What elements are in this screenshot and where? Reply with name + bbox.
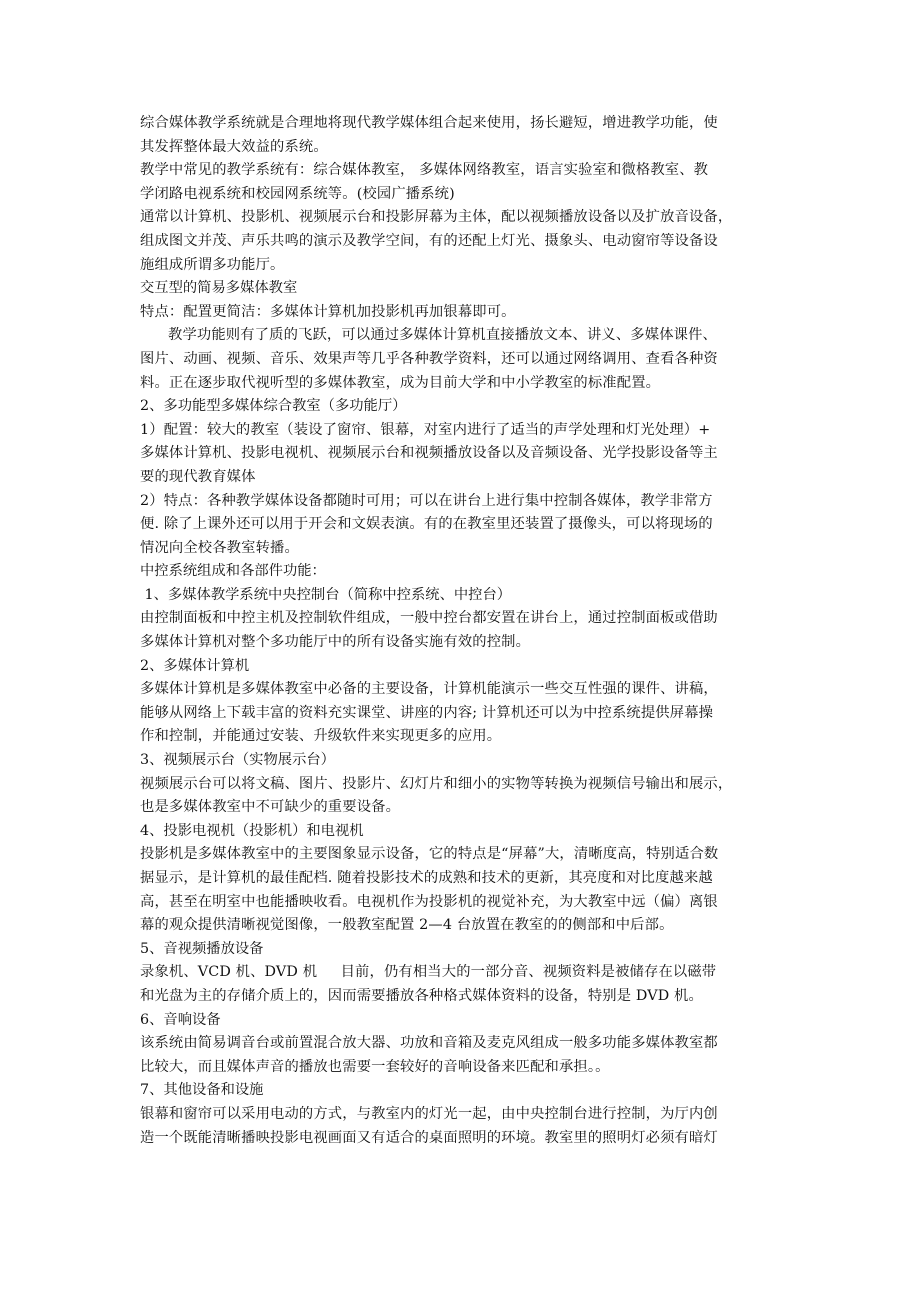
heading-av-playback <box>140 938 800 962</box>
paragraph-other-equipment <box>140 1103 800 1150</box>
section-heading: 交互型的简易多媒体教室 <box>140 280 298 297</box>
heading-control-system <box>140 560 800 584</box>
heading-other-equipment <box>140 1079 800 1103</box>
heading-multifunction-classroom <box>140 395 800 419</box>
text-line: 综合媒体教学系统就是合理地将现代教学媒体组合起来使用，扬长避短，增进教学功能，使 <box>140 115 718 131</box>
text-line: 造一个既能清晰播映投影电视画面又有适合的桌面照明的环境。教室里的照明灯必须有暗灯 <box>140 1129 718 1146</box>
section-heading: 6、音响设备 <box>140 1011 221 1028</box>
text-line: 视频展示台可以将文稿、图片、投影片、幻灯片和细小的实物等转换为视频信号输出和展示， <box>140 775 733 792</box>
paragraph-projector <box>140 843 800 937</box>
text-line: 多媒体计算机、投影电视机、视频展示台和视频播放设备以及音频设备、光学投影设备等主 <box>140 445 718 462</box>
paragraph-audio-equipment <box>140 1032 800 1079</box>
text-line: 和光盘为主的存储介质上的，因而需要播放各种格式媒体资料的设备，特别是 DVD 机。 <box>140 987 703 1004</box>
text-line: 录象机、VCD 机、DVD 机 目前，仍有相当大的一部分音、视频资料是被储存在以磁带 <box>140 964 717 981</box>
heading-audio-equipment <box>140 1009 800 1033</box>
paragraph-configuration <box>140 419 800 490</box>
paragraph-intro <box>140 112 800 159</box>
heading-video-presenter <box>140 749 800 773</box>
text-line: 也是多媒体教室中不可缺少的重要设备。 <box>140 799 401 816</box>
paragraph-common-systems <box>140 159 800 206</box>
paragraph-teaching-function <box>140 324 800 395</box>
text-line: 投影机是多媒体教室中的主要图象显示设备，它的特点是“屏幕”大，清晰度高，特别适合数 <box>140 846 719 863</box>
section-heading: 7、其他设备和设施 <box>140 1082 264 1099</box>
text-line: 料。正在逐步取代视听型的多媒体教室，成为目前大学和中小学教室的标准配置。 <box>140 374 661 391</box>
text-line: 施组成所谓多功能厅。 <box>140 256 285 273</box>
section-heading: 4、投影电视机（投影机）和电视机 <box>140 822 364 839</box>
text-line: 多媒体计算机是多媒体教室中必备的主要设备，计算机能演示一些交互性强的课件、讲稿， <box>140 681 718 698</box>
paragraph-composition <box>140 206 800 277</box>
heading-projector <box>140 820 800 844</box>
text-line: 教学中常见的教学系统有：综合媒体教室， 多媒体网络教室，语言实验室和微格教室、教 <box>140 162 709 179</box>
text-line: 2）特点：各种教学媒体设备都随时可用；可以在讲台上进行集中控制各媒体，教学非常方 <box>140 492 713 509</box>
text-line: 幕的观众提供清晰视觉图像，一般教室配置 2—4 台放置在教室的的侧部和中后部。 <box>140 917 674 934</box>
text-line: 组成图文并茂、声乐共鸣的演示及教学空间，有的还配上灯光、摄象头、电动窗帘等设备设 <box>140 232 718 249</box>
text-line: 通常以计算机、投影机、视频展示台和投影屏幕为主体，配以视频播放设备以及扩放音设备， <box>140 209 733 226</box>
text-line: 教学功能则有了质的飞跃，可以通过多媒体计算机直接播放文本、讲义、多媒体课件、 <box>168 327 717 344</box>
text-line: 其发挥整体最大效益的系统。 <box>140 138 328 155</box>
paragraph-av-playback <box>140 961 800 1008</box>
paragraph-central-console <box>140 607 800 654</box>
text-line: 由控制面板和中控主机及控制软件组成，一般中控台都安置在讲台上，通过控制面板或借助 <box>140 610 718 627</box>
text-line: 1）配置：较大的教室（装设了窗帘、银幕，对室内进行了适当的声学处理和灯光处理）+ <box>140 421 711 438</box>
section-heading: 3、视频展示台（实物展示台） <box>140 752 335 769</box>
heading-central-console <box>140 584 800 608</box>
text-line: 图片、动画、视频、音乐、效果声等几乎各种教学资料，还可以通过网络调用、查看各种资 <box>140 350 718 367</box>
heading-interactive-classroom <box>140 277 800 301</box>
section-heading: 中控系统组成和各部件功能： <box>140 563 326 580</box>
document-page <box>140 112 800 1150</box>
text-line: 能够从网络上下载丰富的资料充实课堂、讲座的内容; 计算机还可以为中控系统提供屏幕操 <box>140 704 714 721</box>
paragraph-multimedia-computer <box>140 678 800 749</box>
text-line: 银幕和窗帘可以采用电动的方式，与教室内的灯光一起，由中央控制台进行控制，为厅内创 <box>140 1105 718 1122</box>
text-line: 比较大，而且媒体声音的播放也需要一套较好的音响设备来匹配和承担。。 <box>140 1058 610 1075</box>
text-line: 该系统由简易调音台或前置混合放大器、功放和音箱及麦克风组成一般多功能多媒体教室都 <box>140 1035 718 1052</box>
text-line: 据显示，是计算机的最佳配档. 随着投影技术的成熟和技术的更新，其亮度和对比度越来越 <box>140 870 713 886</box>
section-heading: 1、多媒体教学系统中央控制台（简称中控系统、中控台） <box>140 586 512 603</box>
section-heading: 2、多媒体计算机 <box>140 657 250 674</box>
heading-multimedia-computer <box>140 655 800 679</box>
text-line: 便. 除了上课外还可以用于开会和文娱表演。有的在教室里还装置了摄像头，可以将现场的 <box>140 516 713 533</box>
paragraph-characteristics <box>140 490 800 561</box>
text-line: 要的现代教育媒体 <box>140 468 256 485</box>
text-line: 高，甚至在明室中也能播映收看。电视机作为投影机的视觉补充，为大教室中远（偏）离银 <box>140 893 718 910</box>
section-heading: 5、音视频播放设备 <box>140 940 264 957</box>
text-line: 多媒体计算机对整个多功能厅中的所有设备实施有效的控制。 <box>140 634 531 651</box>
text-line: 情况向全校各教室转播。 <box>140 539 299 556</box>
text-line: 学闭路电视系统和校园网系统等。(校园广播系统) <box>140 185 455 202</box>
text-line: 作和控制，并能通过安装、升级软件来实现更多的应用。 <box>140 728 502 745</box>
section-heading: 2、多功能型多媒体综合教室（多功能厅） <box>140 398 407 415</box>
text-line: 特点：配置更简洁：多媒体计算机加投影机再加银幕即可。 <box>140 303 516 320</box>
paragraph-features <box>140 301 800 325</box>
paragraph-video-presenter <box>140 773 800 820</box>
